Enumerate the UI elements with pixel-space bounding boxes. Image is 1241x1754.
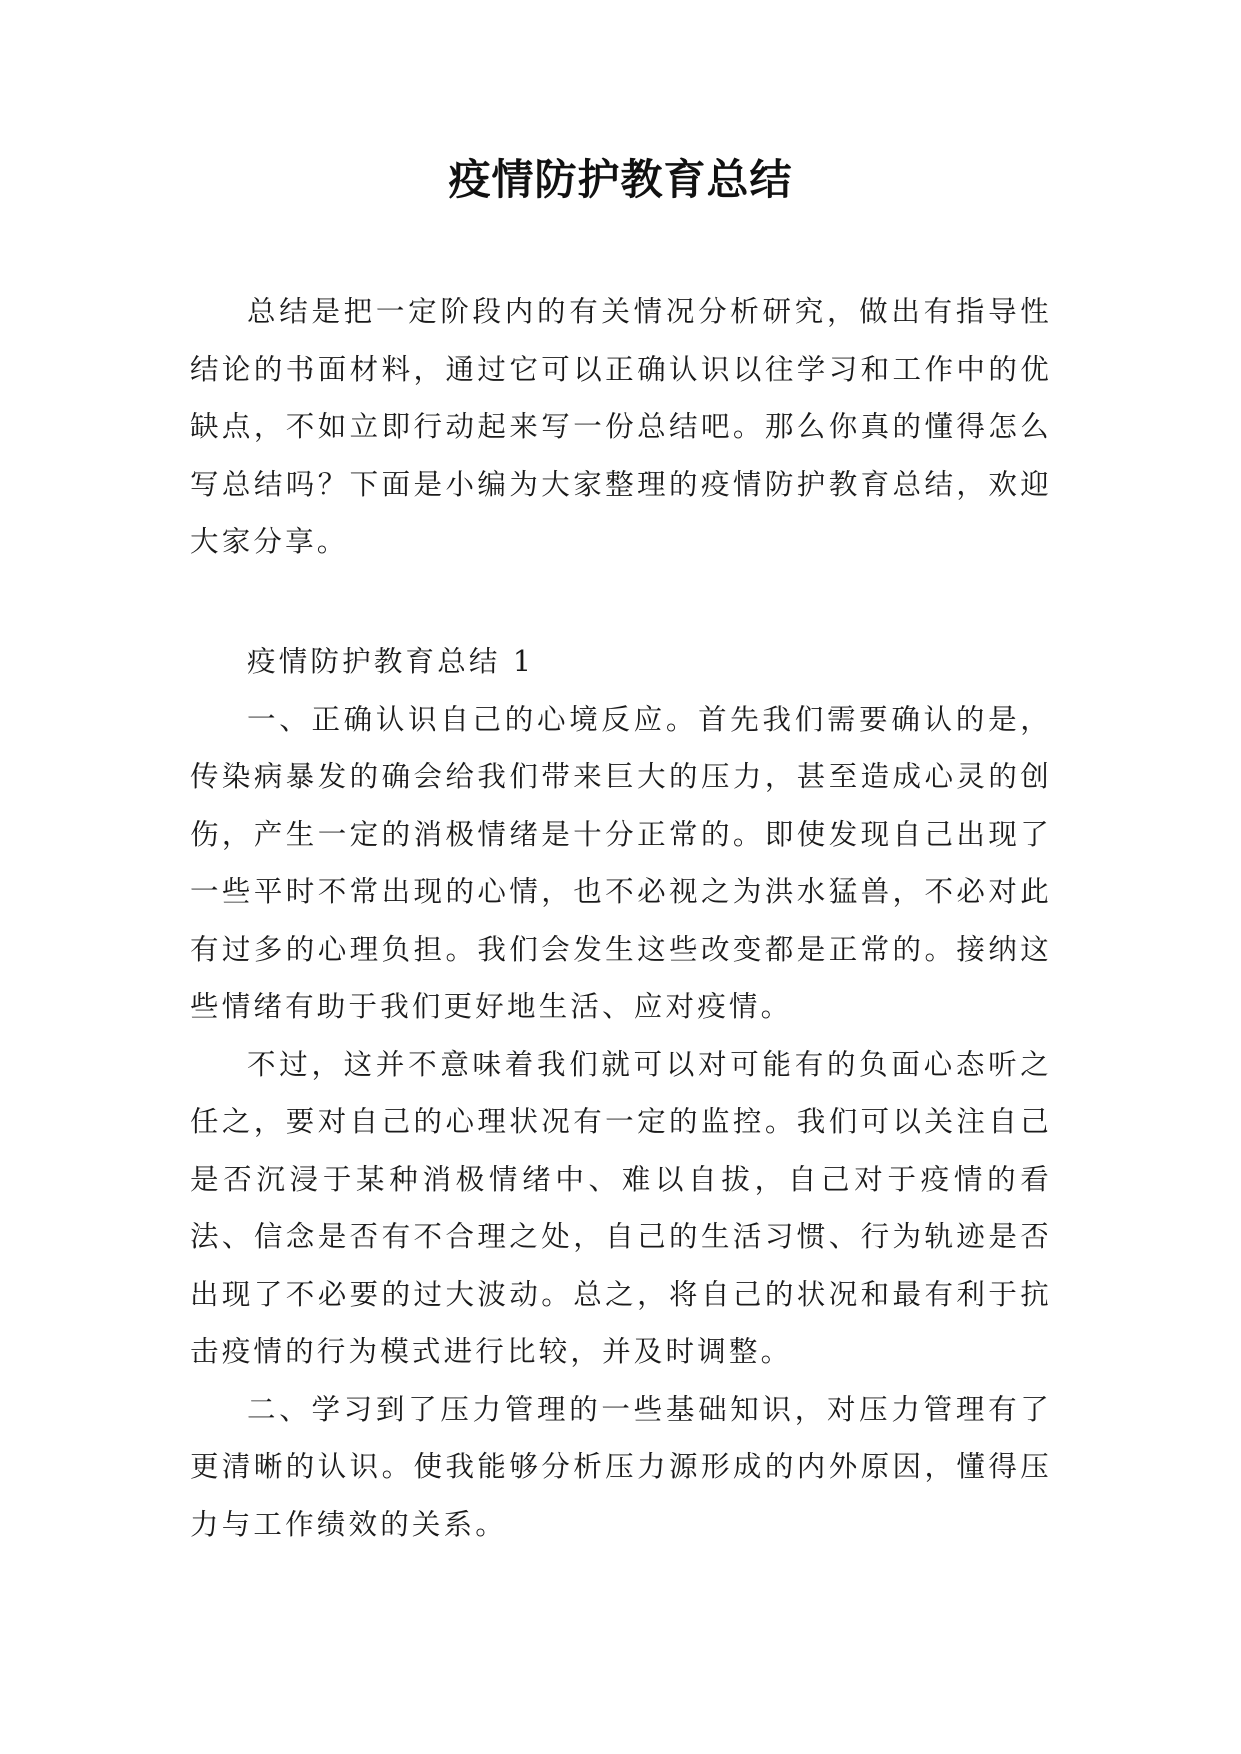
section-heading: 疫情防护教育总结 1 [247, 645, 535, 678]
document-title: 疫情防护教育总结 [448, 155, 793, 204]
main-section [190, 633, 1052, 1553]
intro-paragraph: 总结是把一定阶段内的有关情况分析研究，做出有指导性结论的书面材料，通过它可以正确认识以往学习和工作中的优缺点，不如立即行动起来写一份总结吧。那么你真的懂得怎么写总结吗？下面是小编为大家整理的疫情防护教育总结，欢迎大家分享。 [190, 295, 1052, 558]
body-paragraph: 二、学习到了压力管理的一些基础知识，对压力管理有了更清晰的认识。使我能够分析压力源形成的内外原因，懂得压力与工作绩效的关系。 [190, 1392, 1052, 1541]
body-paragraph: 不过，这并不意味着我们就可以对可能有的负面心态听之任之，要对自己的心理状况有一定的监控。我们可以关注自己是否沉浸于某种消极情绪中、难以自拔，自己对于疫情的看法、信念是否有不合理之处，自己的生活习惯、行为轨迹是否出现了不必要的过大波动。总之，将自己的状况和最有利于抗击疫情的行为模式进行比较，并及时调整。 [190, 1047, 1052, 1368]
intro-section [190, 283, 1052, 571]
body-paragraph: 一、正确认识自己的心境反应。首先我们需要确认的是，传染病暴发的确会给我们带来巨大的压力，甚至造成心灵的创伤，产生一定的消极情绪是十分正常的。即使发现自己出现了一些平时不常出现的心情，也不必视之为洪水猛兽，不必对此有过多的心理负担。我们会发生这些改变都是正常的。接纳这些情绪有助于我们更好地生活、应对疫情。 [190, 702, 1052, 1023]
